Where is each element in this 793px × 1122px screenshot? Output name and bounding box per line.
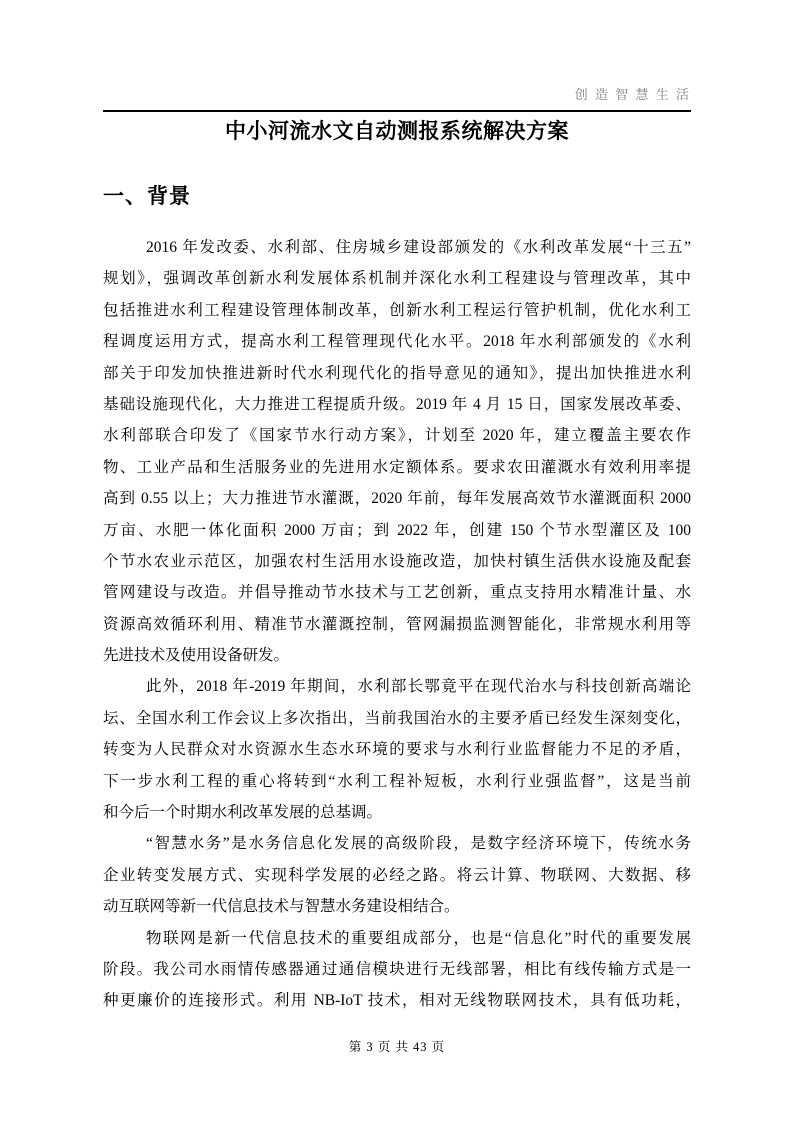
- paragraph-line: 基础设施现代化，大力推进工程提质升级。2019 年 4 月 15 日，国家发展改革委、: [103, 395, 691, 413]
- page-header: [103, 86, 691, 112]
- paragraph-line: 程调度运用方式，提高水利工程管理现代化水平。2018 年水利部颁发的《水利: [103, 333, 691, 351]
- paragraph-line: 阶段。我公司水雨情传感器通过通信模块进行无线部署，相比有线传输方式是一: [103, 960, 691, 978]
- page-footer: [103, 1038, 691, 1056]
- paragraph-line: 管网建设与改造。并倡导推动节水技术与工艺创新，重点支持用水精准计量、水: [103, 584, 691, 602]
- paragraph-line: 规划》，强调改革创新水利发展体系机制并深化水利工程建设与管理改革，其中: [103, 270, 691, 288]
- paragraph-line: 此外，2018 年-2019 年期间，水利部长鄂竟平在现代治水与科技创新高端论: [146, 678, 691, 696]
- paragraph-line: 坛、全国水利工作会议上多次指出，当前我国治水的主要矛盾已经发生深刻变化，: [103, 709, 691, 727]
- paragraph: [103, 923, 691, 1017]
- paragraph-line: 资源高效循环利用、精准节水灌溉控制，管网漏损监测智能化，非常规水利用等: [103, 615, 691, 633]
- paragraph-line: 万亩、水肥一体化面积 2000 万亩；到 2022 年，创建 150 个节水型灌区及 100: [103, 521, 691, 539]
- paragraph: [103, 232, 691, 671]
- paragraph-line: 物联网是新一代信息技术的重要组成部分，也是“信息化”时代的重要发展: [146, 929, 691, 947]
- paragraph-line: 高到 0.55 以上；大力推进节水灌溉，2020 年前，每年发展高效节水灌溉面积 2000: [103, 490, 691, 508]
- paragraph-line: 2016 年发改委、水利部、住房城乡建设部颁发的《水利改革发展“十三五”: [146, 239, 691, 256]
- paragraph-line: 先进技术及使用设备研发。: [103, 647, 290, 665]
- paragraph-line: 种更廉价的连接形式。利用 NB-IoT 技术，相对无线物联网技术，具有低功耗，: [103, 992, 691, 1010]
- paragraph-line: 下一步水利工程的重心将转到“水利工程补短板，水利行业强监督”，这是当前: [103, 772, 691, 790]
- paragraph-line: 和今后一个时期水利改革发展的总基调。: [103, 804, 383, 822]
- document-body: [103, 232, 691, 1017]
- page-number: 第 3 页 共 43 页: [348, 1040, 446, 1054]
- paragraph-line: 包括推进水利工程建设管理体制改革，创新水利工程运行管护机制，优化水利工: [103, 301, 691, 319]
- paragraph-line: 部关于印发加快推进新时代水利现代化的指导意见的通知》，提出加快推进水利: [103, 364, 691, 382]
- paragraph-line: 水利部联合印发了《国家节水行动方案》，计划至 2020 年，建立覆盖主要农作: [103, 427, 691, 445]
- paragraph-line: “智慧水务”是水务信息化发展的高级阶段，是数字经济环境下，传统水务: [146, 835, 691, 853]
- paragraph-line: 个节水农业示范区，加强农村生活用水设施改造，加快村镇生活供水设施及配套: [103, 552, 691, 570]
- document-title: 中小河流水文自动测报系统解决方案: [225, 119, 569, 143]
- paragraph-line: 动互联网等新一代信息技术与智慧水务建设相结合。: [103, 898, 460, 916]
- section-heading-background: 一、背景: [103, 184, 191, 208]
- paragraph-line: 物、工业产品和生活服务业的先进用水定额体系。要求农田灌溉水有效利用率提: [103, 458, 691, 476]
- paragraph-line: 企业转变发展方式、实现科学发展的必经之路。将云计算、物联网、大数据、移: [103, 866, 691, 884]
- paragraph: [103, 828, 691, 922]
- header-slogan: 创 造 智 慧 生 活: [574, 87, 691, 102]
- paragraph: [103, 671, 691, 828]
- paragraph-line: 转变为人民群众对水资源水生态水环境的要求与水利行业监督能力不足的矛盾，: [103, 741, 691, 759]
